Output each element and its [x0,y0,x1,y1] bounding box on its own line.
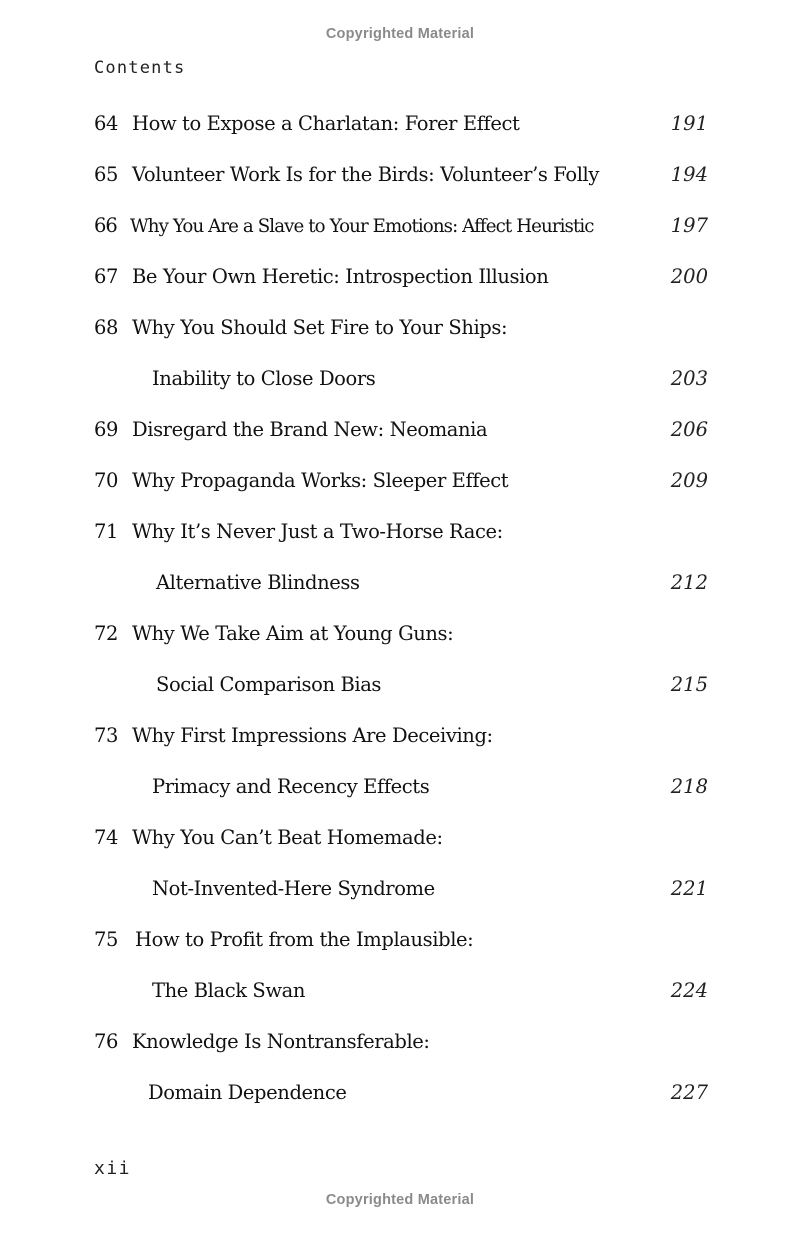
toc-entry-74[interactable] [94,813,710,864]
page-number: 203 [670,367,708,390]
chapter-subtitle: Alternative Blindness [156,571,360,594]
toc-entry-65[interactable] [94,150,710,201]
chapter-number: 68 [94,316,119,339]
toc-entry-64[interactable] [94,99,710,150]
toc-entry-72[interactable] [94,609,710,660]
page-number: 197 [670,214,708,237]
page-number: 221 [670,877,708,900]
toc-entry-75[interactable] [94,915,710,966]
toc-entry-72-subtitle[interactable] [94,660,710,711]
toc-entry-69[interactable] [94,405,710,456]
chapter-title: How to Expose a Charlatan: Forer Effect [132,112,520,135]
page-number: 212 [670,571,708,594]
toc-entry-68[interactable] [94,303,710,354]
chapter-number: 69 [94,418,119,441]
chapter-number: 74 [94,826,119,849]
watermark-top: Copyrighted Material [325,26,475,42]
chapter-number: 75 [94,928,119,951]
page-number: 206 [670,418,708,441]
chapter-subtitle: Domain Dependence [148,1081,347,1104]
page-folio: xii [94,1158,132,1179]
toc-entry-66[interactable] [94,201,710,252]
chapter-number: 71 [94,520,119,543]
page-number: 200 [670,265,708,288]
page-number: 209 [670,469,708,492]
chapter-title: Why You Can’t Beat Homemade: [132,826,443,849]
chapter-title: Disregard the Brand New: Neomania [132,418,488,441]
chapter-number: 70 [94,469,119,492]
toc-entry-70[interactable] [94,456,710,507]
running-head: Contents [94,58,186,78]
chapter-number: 73 [94,724,119,747]
toc-entry-76-subtitle[interactable] [94,1068,710,1119]
toc-entry-76[interactable] [94,1017,710,1068]
chapter-title: Why It’s Never Just a Two-Horse Race: [132,520,503,543]
chapter-number: 72 [94,622,119,645]
page-number: 215 [670,673,708,696]
page-number: 194 [670,163,708,186]
chapter-title: How to Profit from the Implausible: [135,928,474,951]
chapter-number: 67 [94,265,119,288]
toc-entry-75-subtitle[interactable] [94,966,710,1017]
chapter-title: Why First Impressions Are Deceiving: [132,724,493,747]
chapter-title: Why You Are a Slave to Your Emotions: Affect Heuristic [130,216,594,237]
chapter-number: 76 [94,1030,119,1053]
page-number: 227 [670,1081,708,1104]
chapter-number: 64 [94,112,119,135]
page-number: 224 [670,979,708,1002]
toc-entry-68-subtitle[interactable] [94,354,710,405]
chapter-subtitle: The Black Swan [152,979,306,1002]
chapter-title: Knowledge Is Nontransferable: [132,1030,430,1053]
chapter-title: Why We Take Aim at Young Guns: [132,622,454,645]
toc-entry-71-subtitle[interactable] [94,558,710,609]
chapter-title: Volunteer Work Is for the Birds: Volunteer’s Folly [132,163,600,186]
page-number: 218 [670,775,708,798]
toc-entry-73[interactable] [94,711,710,762]
chapter-title: Be Your Own Heretic: Introspection Illusion [132,265,549,288]
toc-entry-71[interactable] [94,507,710,558]
chapter-subtitle: Primacy and Recency Effects [152,775,430,798]
toc-entry-73-subtitle[interactable] [94,762,710,813]
toc-entry-67[interactable] [94,252,710,303]
chapter-number: 66 [94,214,117,237]
watermark-bottom: Copyrighted Material [325,1192,475,1208]
chapter-subtitle: Inability to Close Doors [152,367,376,390]
chapter-number: 65 [94,163,119,186]
table-of-contents [94,99,710,1119]
chapter-title: Why Propaganda Works: Sleeper Effect [132,469,509,492]
toc-entry-74-subtitle[interactable] [94,864,710,915]
page-number: 191 [670,112,708,135]
chapter-subtitle: Social Comparison Bias [156,673,382,696]
chapter-title: Why You Should Set Fire to Your Ships: [132,316,508,339]
chapter-subtitle: Not-Invented-Here Syndrome [152,877,435,900]
